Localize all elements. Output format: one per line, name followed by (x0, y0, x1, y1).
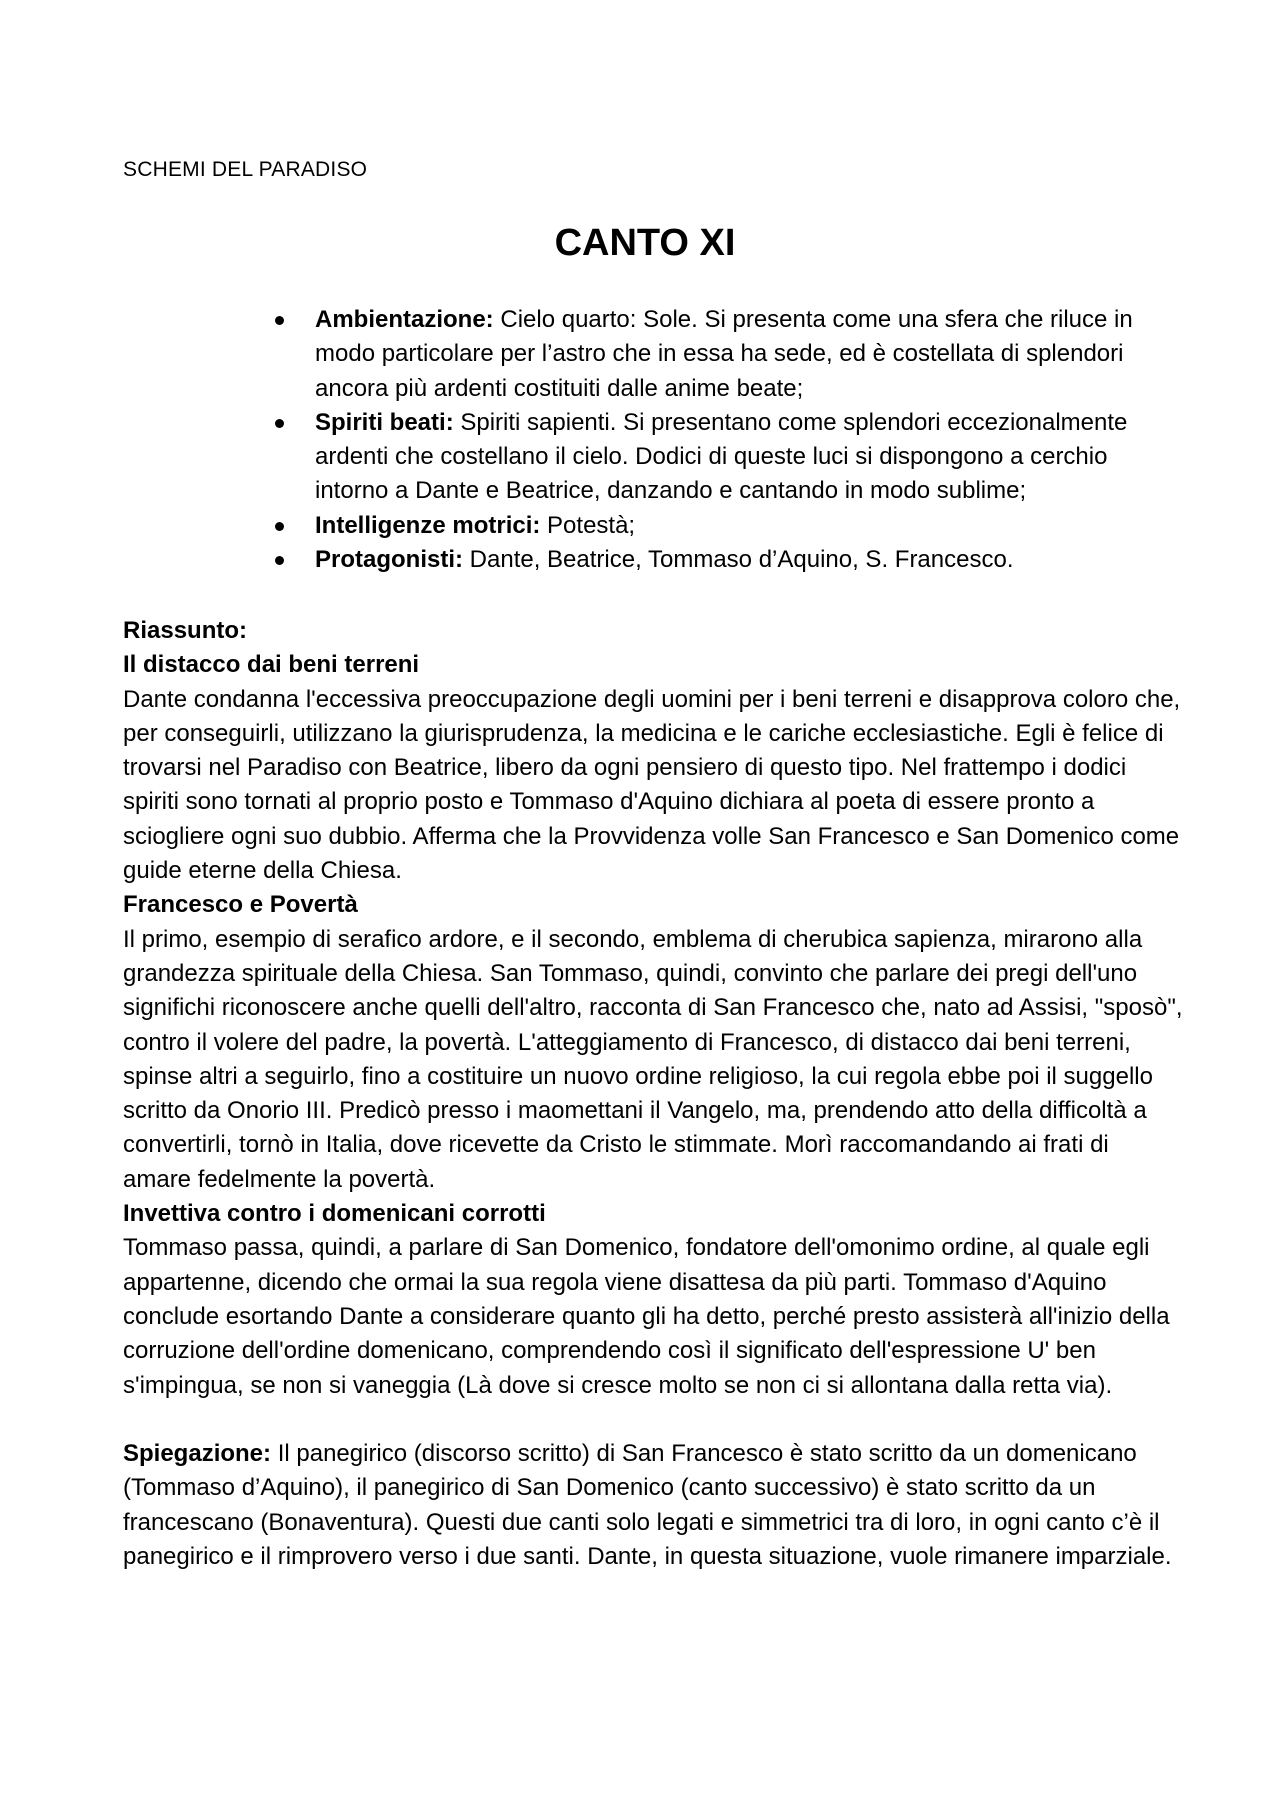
section-paragraph: Dante condanna l'eccessiva preoccupazione degli uomini per i beni terreni e disapprova coloro che, per conseguirli, utilizzano la giurisprudenza, la medicina e le cariche ecclesiastiche. Egli è felice di trovarsi nel Paradiso con Beatrice, libero da ogni pensiero di questo tipo. Nel frattempo i dodici spiriti sono tornati al proprio posto e Tommaso d'Aquino dichiara al poeta di essere pronto a sciogliere ogni suo dubbio. Afferma che la Provvidenza volle San Francesco e San Domenico come guide eterne della Chiesa. (123, 685, 1181, 885)
bullet-text: Cielo quarto: Sole. Si presenta come una sfera che riluce in modo particolare per l’astro che in essa ha sede, ed è costellata di splendori ancora più ardenti costituiti dalle anime beate; (315, 306, 1133, 402)
bullet-text: Potestà; (540, 511, 636, 539)
bullet-list (315, 303, 1165, 577)
section-heading: Il distacco dai beni terreni (123, 651, 420, 679)
bullet-label: Ambientazione: (315, 306, 494, 333)
document-body (123, 614, 1183, 1574)
page-title: CANTO XI (554, 222, 736, 264)
spiegazione-paragraph (123, 1437, 1183, 1574)
list-item (315, 543, 1165, 577)
section-paragraph: Il primo, esempio di serafico ardore, e il secondo, emblema di cherubica sapienza, mirarono alla grandezza spirituale della Chiesa. San Tommaso, quindi, convinto che parlare dei pregi dell'uno significhi riconoscere anche quelli dell'altro, racconta di San Francesco che, nato ad Assisi, "sposò", contro il volere del padre, la povertà. L'atteggiamento di Francesco, di distacco dai beni terreni, spinse altri a seguirlo, fino a costituire un nuovo ordine religioso, la cui regola ebbe poi il suggello scritto da Onorio III. Predicò presso i maomettani il Vangelo, ma, prendendo atto della difficoltà a convertirli, tornò in Italia, dove ricevette da Cristo le stimmate. Morì raccomandando ai frati di amare fedelmente la povertà. (123, 925, 1183, 1193)
bullet-icon (275, 522, 284, 531)
section-paragraph: Tommaso passa, quindi, a parlare di San Domenico, fondatore dell'omonimo ordine, al quale egli appartenne, dicendo che ormai la sua regola viene disattesa da più parti. Tommaso d'Aquino conclude esortando Dante a considerare quanto gli ha detto, perché presto assisterà all'inizio della corruzione dell'ordine domenicano, comprendendo così il significato dell'espressione U' ben s'impingua, se non si vaneggia (Là dove si cresce molto se non ci si allontana dalla retta via). (123, 1234, 1170, 1399)
bullet-label: Protagonisti: (315, 546, 463, 574)
spiegazione-label: Spiegazione: (123, 1440, 272, 1468)
list-item (315, 303, 1165, 406)
section-heading: Invettiva contro i domenicani corrotti (123, 1200, 546, 1228)
paragraph-spacer (123, 1403, 1183, 1437)
riassunto-heading: Riassunto: (123, 617, 248, 644)
list-item (315, 509, 1165, 543)
bullet-label: Spiriti beati: (315, 408, 454, 436)
bullet-icon (275, 316, 284, 325)
bullet-icon (275, 419, 284, 428)
spiegazione-text: Il panegirico (discorso scritto) di San Francesco è stato scritto da un domenicano (Tommaso d’Aquino), il panegirico di San Domenico (canto successivo) è stato scritto da un francescano (Bonaventura). Questi due canti solo legati e simmetrici tra di loro, in ogni canto c’è il panegirico e il rimprovero verso i due santi. Dante, in questa situazione, vuole rimanere imparziale. (123, 1440, 1172, 1571)
document-header: SCHEMI DEL PARADISO (123, 158, 368, 181)
bullet-label: Intelligenze motrici: (315, 511, 541, 539)
section-heading: Francesco e Povertà (123, 891, 358, 919)
bullet-icon (275, 556, 284, 565)
list-item (315, 406, 1165, 509)
bullet-text: Spiriti sapienti. Si presentano come splendori eccezionalmente ardenti che costellano il cielo. Dodici di queste luci si dispongono a cerchio intorno a Dante e Beatrice, danzando e cantando in modo sublime; (315, 408, 1128, 505)
bullet-text: Dante, Beatrice, Tommaso d’Aquino, S. Francesco. (463, 546, 1014, 574)
